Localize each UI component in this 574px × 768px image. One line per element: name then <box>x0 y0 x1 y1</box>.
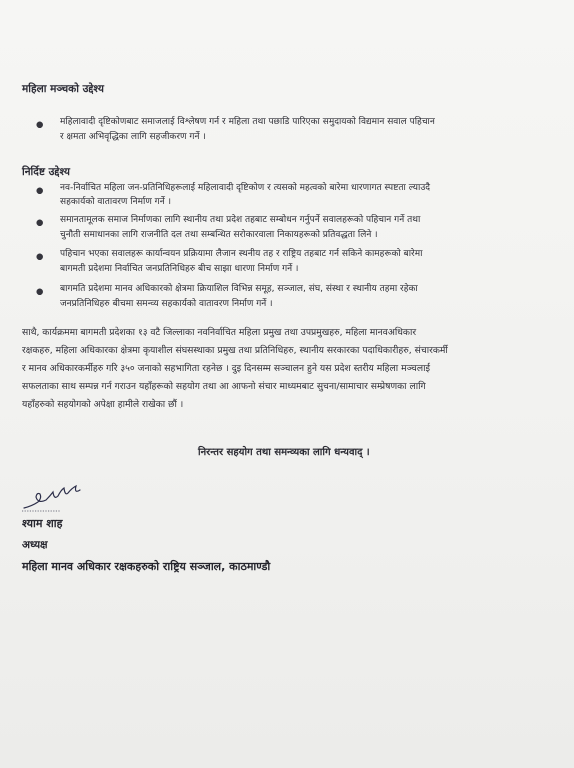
specific-objective-line: जनप्रतिनिधिहरु बीचमा समन्व्य सहकार्यको वातावरण निर्माण गर्ने । <box>60 299 273 309</box>
bullet-icon: ● <box>36 186 44 196</box>
objective-line: महिलावादी दृष्टिकोणबाट समाजलाई विश्लेषण गर्न र महिला तथा पछाडि पारिएका समुदायको विद्यमान सवाल पहिचान <box>60 117 435 127</box>
signatory-organization: महिला मानव अधिकार रक्षकहरुको राष्ट्रिय सञ्जाल, काठमाण्डौ <box>22 560 271 573</box>
specific-objective-line: बागमती प्रदेशमा निर्वाचित जनप्रतिनिधिहरु बीच साझा धारणा निर्माण गर्ने । <box>60 264 299 274</box>
signatory-name: श्याम शाह <box>22 517 63 530</box>
bullet-icon: ● <box>36 252 44 262</box>
specific-objective-line: चुनौती समाधानका लागि राजनीति दल तथा सम्बन्धित सरोकारवाला निकायहरूको प्रतिवद्धता लिने । <box>60 230 378 240</box>
section-heading-women-forum-objective: महिला मञ्चको उद्देश्य <box>22 83 104 95</box>
specific-objective-line: सहकार्यको वातावरण निर्माण गर्ने । <box>60 197 172 207</box>
bullet-icon: ● <box>36 287 44 297</box>
bullet-icon: ● <box>36 120 44 130</box>
specific-objective-line: पहिचान भएका सवालहरू कार्यान्वयन प्रक्रियामा लैजान स्थनीय तह र राष्ट्रिय तहबाट गर्न सकिने कामहरूको बारेमा <box>60 249 423 259</box>
handwritten-signature <box>20 480 90 516</box>
body-paragraph-line: र मानव अधिकारकर्मीहरु गरि ३५० जनाको सहभागिता रहनेछ । दुइ दिनसम्म सञ्चालन हुने यस प्रदेश स्तरीय महिला मञ्चलाई <box>22 363 431 374</box>
body-paragraph-line: यहाँहरुको सहयोगको अपेक्षा हामीले राखेका छौं । <box>22 399 184 410</box>
specific-objective-line: समानतामूलक समाज निर्माणका लागि स्थानीय तथा प्रदेश तहबाट सम्बोधन गर्नुपर्ने सवालहरूको पहिचान गर्ने तथा <box>60 215 421 225</box>
body-paragraph-line: साथै, कार्यक्रममा बागमती प्रदेशका १३ वटै जिल्लाका नवनिर्वाचित महिला प्रमुख तथा उपप्रमुखहरु, महिला मानवअधिकार <box>22 327 417 338</box>
objective-line: र क्षमता अभिवृद्धिका लागि सहजीकरण गर्ने । <box>60 132 206 142</box>
body-paragraph-line: सफलताका साथ सम्पन्न गर्न गराउन यहाँहरूको सहयोग तथा आ आफनो संचार माध्यमबाट सुचना/सामाचार सम्प्रेषणका लागि <box>22 381 426 392</box>
body-paragraph-line: रक्षकहरु, महिला अधिकारका क्षेत्रमा कृयाशील संघसस्थाका प्रमुख तथा प्रतिनिधिहरु, स्थानीय सरकारका पदाधिकारीहरु, संचारकर्मी <box>22 345 448 356</box>
specific-objective-line: नव-निर्वाचित महिला जन-प्रतिनिधिहरूलाई महिलावादी दृष्टिकोण र त्यसको महत्वको बारेमा धारणागत स्पष्टता ल्याउदै <box>60 183 431 193</box>
specific-objective-line: बागमति प्रदेशमा मानव अधिकारको क्षेत्रमा क्रियाशिल विभिन्न समूह, सञ्जाल, संघ, संस्था र स्थानीय तहमा रहेका <box>60 284 418 294</box>
section-heading-specific-objectives: निर्दिष्ट उद्देश्य <box>22 166 71 178</box>
bullet-icon: ● <box>36 218 44 228</box>
signatory-title: अध्यक्ष <box>22 539 48 551</box>
closing-thanks: निरन्तर सहयोग तथा समन्व्यका लागि धन्यवाद् । <box>198 447 370 458</box>
